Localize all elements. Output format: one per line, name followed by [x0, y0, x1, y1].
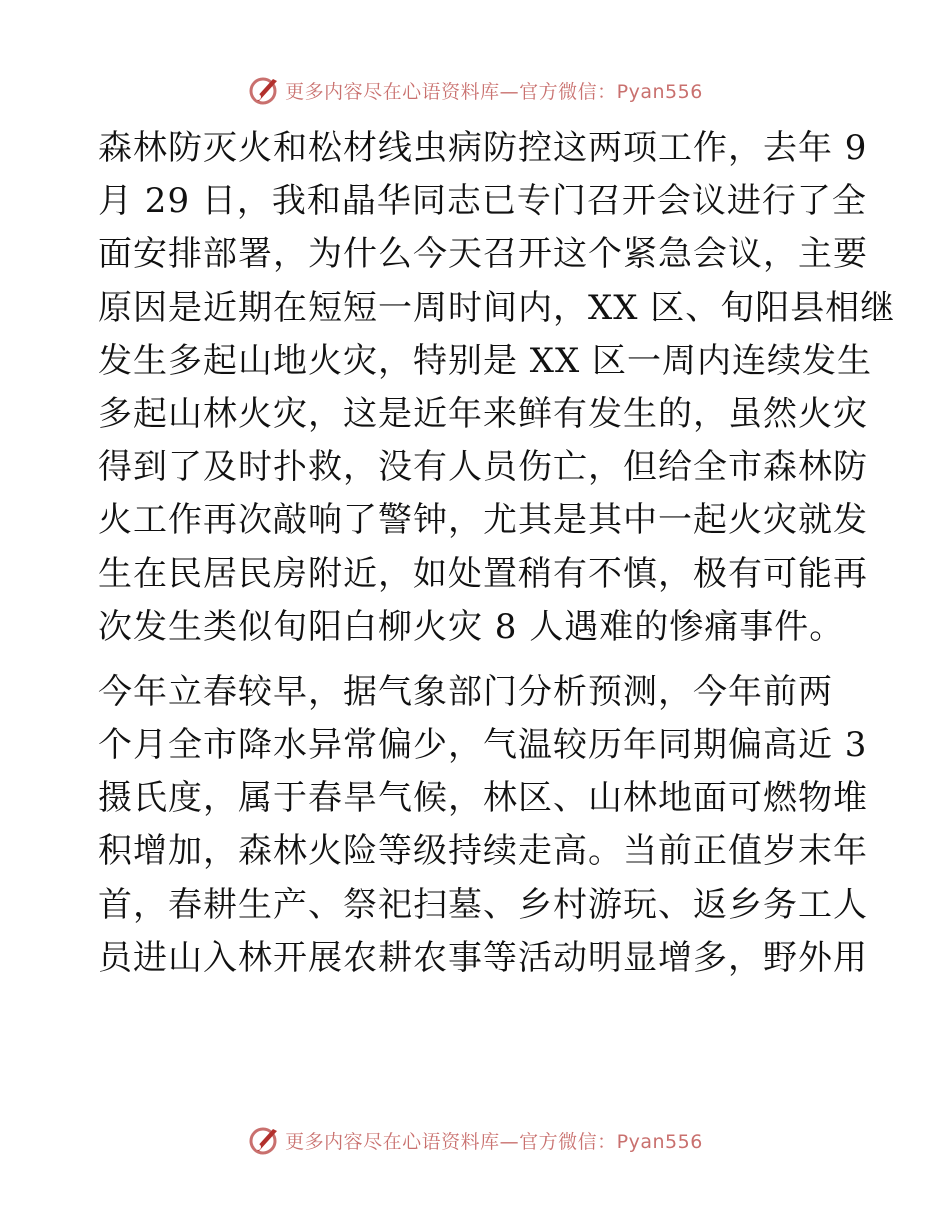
brush-pen-logo-icon — [247, 1123, 281, 1157]
text-line: 原因是近期在短短一周时间内，XX 区、旬阳县相继 — [98, 287, 896, 328]
header-banner-text: 更多内容尽在心语资料库—官方微信：Pyan556 — [285, 80, 703, 103]
footer-banner-text: 更多内容尽在心语资料库—官方微信：Pyan556 — [285, 1130, 703, 1153]
text-line: 次发生类似旬阳白柳火灾 8 人遇难的惨痛事件。 — [98, 606, 845, 647]
text-line: 摄氏度，属于春旱气候，林区、山林地面可燃物堆 — [98, 778, 868, 819]
text-line: 员进山入林开展农耕农事等活动明显增多，野外用 — [98, 937, 868, 978]
header-banner — [0, 70, 950, 110]
text-line: 生在民居民房附近，如处置稍有不慎，极有可能再 — [98, 553, 868, 594]
document-body — [98, 122, 896, 987]
brush-pen-logo-icon — [247, 73, 281, 107]
paragraph-2 — [98, 666, 868, 985]
text-line: 发生多起山地火灾，特别是 XX 区一周内连续发生 — [98, 340, 873, 381]
text-line: 得到了及时扑救，没有人员伤亡，但给全市森林防 — [98, 447, 868, 488]
text-line: 多起山林火灾，这是近年来鲜有发生的，虽然火灾 — [98, 393, 868, 434]
text-line: 森林防灭火和松材线虫病防控这两项工作，去年 9 — [98, 128, 868, 168]
footer-banner — [0, 1120, 950, 1160]
text-line: 火工作再次敲响了警钟，尤其是其中一起火灾就发 — [98, 500, 868, 541]
paragraph-1 — [98, 122, 896, 654]
text-line: 月 29 日，我和晶华同志已专门召开会议进行了全 — [98, 181, 867, 222]
text-line: 积增加，森林火险等级持续走高。当前正值岁末年 — [98, 831, 868, 872]
paragraph-spacer — [98, 656, 858, 666]
text-line: 面安排部署，为什么今天召开这个紧急会议，主要 — [98, 234, 868, 275]
text-line: 首，春耕生产、祭祀扫墓、乡村游玩、返乡务工人 — [98, 884, 868, 925]
text-line: 个月全市降水异常偏少，气温较历年同期偏高近 3 — [98, 725, 868, 766]
text-line: 今年立春较早，据气象部门分析预测，今年前两 — [98, 671, 833, 712]
